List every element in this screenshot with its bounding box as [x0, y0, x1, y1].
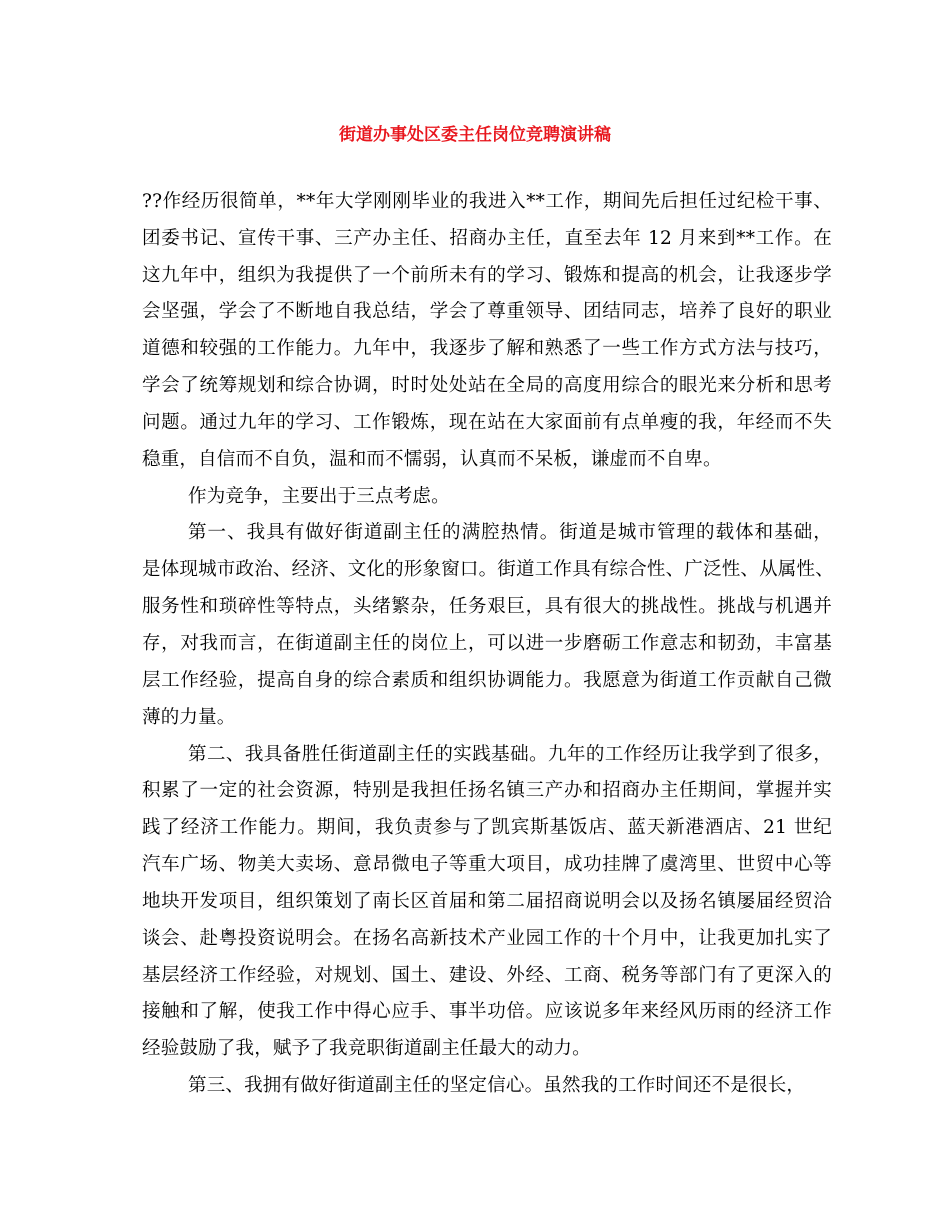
paragraph-3-line-5: 层工作经验，提高自身的综合素质和组织协调能力。我愿意为街道工作贡献自己微 — [142, 670, 832, 691]
paragraph-4-line-6: 谈会、赴粤投资说明会。在扬名高新技术产业园工作的十个月中，让我更加扎实了 — [142, 928, 832, 949]
paragraph-3-line-4: 存，对我而言，在街道副主任的岗位上，可以进一步磨砺工作意志和韧劲，丰富基 — [142, 633, 832, 654]
paragraph-4-line-5: 地块开发项目，组织策划了南长区首届和第二届招商说明会以及扬名镇屡届经贸洽 — [142, 891, 832, 912]
paragraph-4-line-9: 经验鼓励了我，赋予了我竞职街道副主任最大的动力。 — [142, 1038, 591, 1059]
paragraph-1-line-4: 会坚强，学会了不断地自我总结，学会了尊重领导、团结同志，培养了良好的职业 — [142, 301, 832, 322]
paragraph-3-line-3: 服务性和琐碎性等特点，头绪繁杂，任务艰巨，具有很大的挑战性。挑战与机遇并 — [142, 596, 832, 617]
paragraph-3-line-2: 是体现城市政治、经济、文化的形象窗口。街道工作具有综合性、广泛性、从属性、 — [142, 559, 834, 580]
paragraph-4-line-8: 接触和了解，使我工作中得心应手、事半功倍。应该说多年来经风历雨的经济工作 — [142, 1001, 832, 1022]
paragraph-4-line-4: 汽车广场、物美大卖场、意昂微电子等重大项目，成功挂牌了虞湾里、世贸中心等 — [142, 854, 832, 875]
paragraph-1-line-6: 学会了统筹规划和综合协调，时时处处站在全局的高度用综合的眼光来分析和思考 — [142, 375, 832, 396]
paragraph-5-line-1: 第三、我拥有做好街道副主任的坚定信心。虽然我的工作时间还不是很长， — [188, 1075, 806, 1096]
paragraph-4-line-3: 践了经济工作能力。期间，我负责参与了凯宾斯基饭店、蓝天新港酒店、21 世纪 — [142, 817, 832, 838]
paragraph-3-line-6: 薄的力量。 — [142, 707, 236, 728]
paragraph-1-line-5: 道德和较强的工作能力。九年中，我逐步了解和熟悉了一些工作方式方法与技巧， — [142, 338, 832, 359]
paragraph-1-line-1: ??作经历很简单，**年大学刚刚毕业的我进入**工作，期间先后担任过纪检干事、 — [142, 191, 832, 212]
paragraph-1-line-8: 稳重，自信而不自负，温和而不懦弱，认真而不呆板，谦虚而不自卑。 — [142, 449, 722, 470]
paragraph-4-line-1: 第二、我具备胜任街道副主任的实践基础。九年的工作经历让我学到了很多， — [188, 744, 832, 765]
paragraph-3-line-1: 第一、我具有做好街道副主任的满腔热情。街道是城市管理的载体和基础， — [188, 522, 832, 543]
paragraph-4-line-7: 基层经济工作经验，对规划、国土、建设、外经、工商、税务等部门有了更深入的 — [142, 965, 832, 986]
paragraph-1-line-2: 团委书记、宣传干事、三产办主任、招商办主任，直至去年 12 月来到**工作。在 — [142, 228, 832, 249]
document-title: 街道办事处区委主任岗位竞聘演讲稿 — [339, 125, 611, 145]
paragraph-4-line-2: 积累了一定的社会资源，特别是我担任扬名镇三产办和招商办主任期间，掌握并实 — [142, 780, 832, 801]
paragraph-1-line-7: 问题。通过九年的学习、工作锻炼，现在站在大家面前有点单瘦的我，年经而不失 — [142, 412, 832, 433]
paragraph-1-line-3: 这九年中，组织为我提供了一个前所未有的学习、锻炼和提高的机会，让我逐步学 — [142, 265, 832, 286]
paragraph-2-line-1: 作为竞争，主要出于三点考虑。 — [188, 486, 450, 507]
